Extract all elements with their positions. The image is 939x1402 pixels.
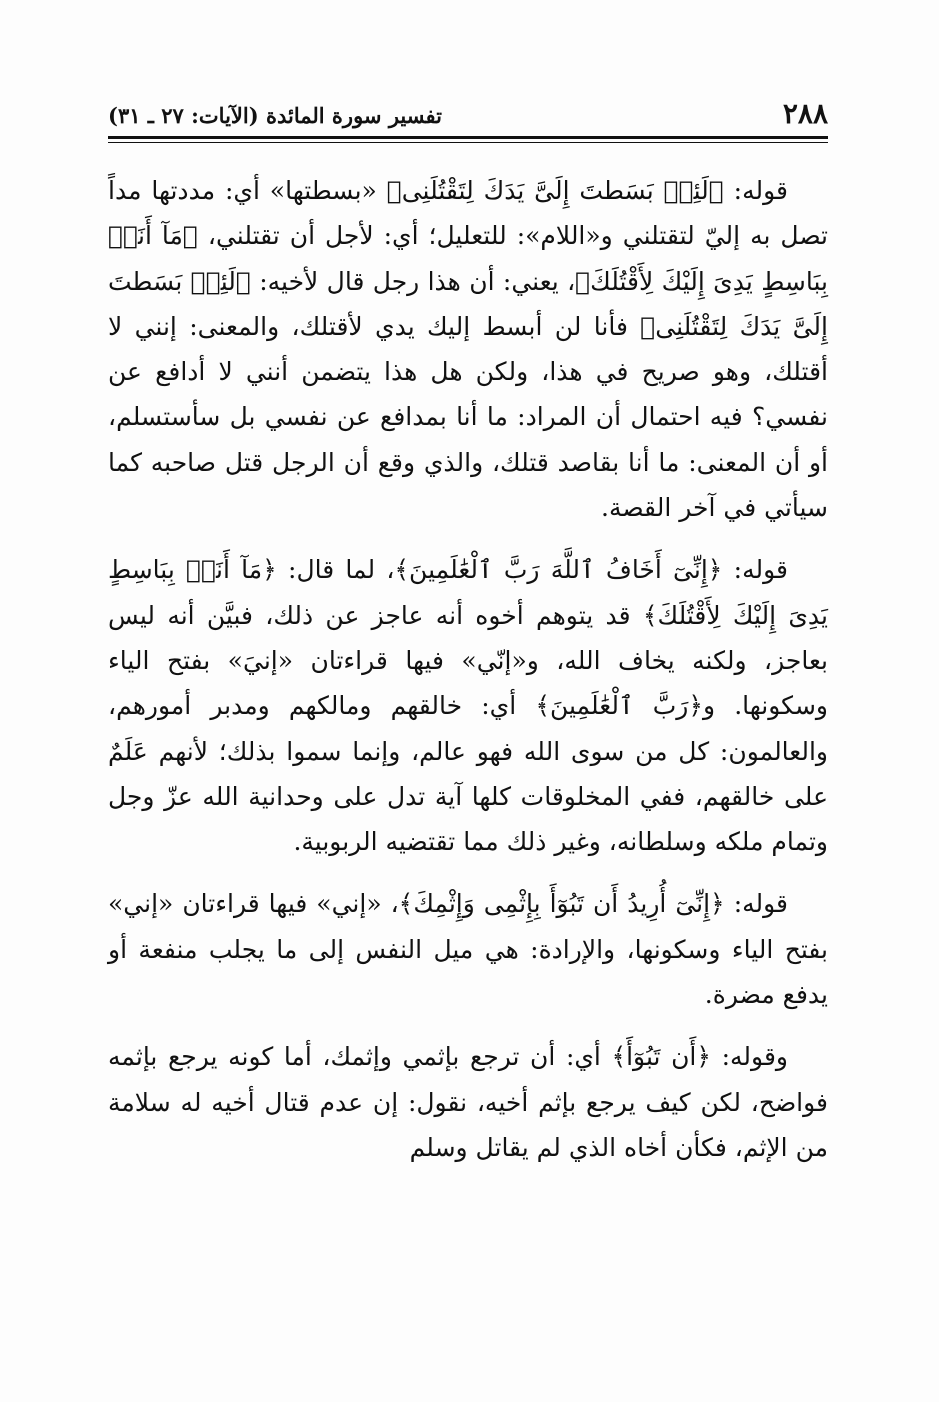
paragraph-2: قوله: ﴿إِنِّىٓ أَخَافُ ٱللَّهَ رَبَّ ٱلْعَٰلَمِينَ﴾، لما قال: ﴿مَآ أَنَا۠ بِبَاسِطٍ يَدِىَ إِلَيْكَ لِأَقْتُلَكَ﴾ قد يتوهم أخوه أنه عاجز عن ذلك، فبيَّن أنه ليس بعاجز، ولكنه يخاف الله، و«إنّي» فيها قراءتان «إنيَ» بفتح الياء وسكونها. و﴿رَبَّ ٱلْعَٰلَمِينَ﴾ أي: خالقهم ومالكهم ومدبر أمورهم، والعالمون: كل من سوى الله فهو عالم، وإنما سموا بذلك؛ لأنهم عَلَمٌ على خالقهم، ففي المخلوقات كلها آية تدل على وحدانية الله عزّ وجل وتمام ملكه وسلطانه، وغير ذلك مما تقتضيه الربوبية.	[108, 555, 828, 857]
paragraph-3: قوله: ﴿إِنِّىٓ أُرِيدُ أَن تَبُوٓأَ بِإِثْمِى وَإِثْمِكَ﴾، «إني» فيها قراءتان «إني» بفتح الياء وسكونها، والإرادة: هي ميل النفس إلى ما يجلب منفعة أو يدفع مضرة.	[108, 889, 828, 1010]
paragraph-4: وقوله: ﴿أَن تَبُوٓأَ﴾ أي: أن ترجع بإثمي وإثمك، أما كونه يرجع بإثمه فواضح، لكن كيف يرجع بإثم أخيه، نقول: إن عدم قتال أخيه له سلامة من الإثم، فكأن أخاه الذي لم يقاتل وسلم	[108, 1042, 828, 1162]
page-number: ٢٨٨	[782, 97, 828, 130]
page-header	[108, 96, 828, 130]
running-title: تفسير سورة المائدة (الآيات: ٢٧ ـ ٣١)	[108, 103, 442, 128]
body-text	[108, 168, 828, 1170]
header-rule-thin	[108, 142, 828, 143]
header-rule-thick	[108, 136, 828, 139]
paragraph-1: قوله: ﴿لَئِنۢ بَسَطتَ إِلَىَّ يَدَكَ لِتَقْتُلَنِى﴾ «بسطتها» أي: مددتها مداً تصل به إليّ لتقتلني و«اللام»: للتعليل؛ أي: لأجل أن تقتلني، ﴿مَآ أَنَا۠ بِبَاسِطٍ يَدِىَ إِلَيْكَ لِأَقْتُلَكَ﴾، يعني: أن هذا رجل قال لأخيه: ﴿لَئِنۢ بَسَطتَ إِلَىَّ يَدَكَ لِتَقْتُلَنِى﴾ فأنا لن أبسط إليك يدي لأقتلك، والمعنى: إنني لا أقتلك، وهو صريح في هذا، ولكن هل هذا يتضمن أنني لا أدافع عن نفسي؟ فيه احتمال أن المراد: ما أنا بمدافع عن نفسي بل سأستسلم، أو أن المعنى: ما أنا بقاصد قتلك، والذي وقع أن الرجل قتل صاحبه كما سيأتي في آخر القصة.	[108, 176, 828, 523]
